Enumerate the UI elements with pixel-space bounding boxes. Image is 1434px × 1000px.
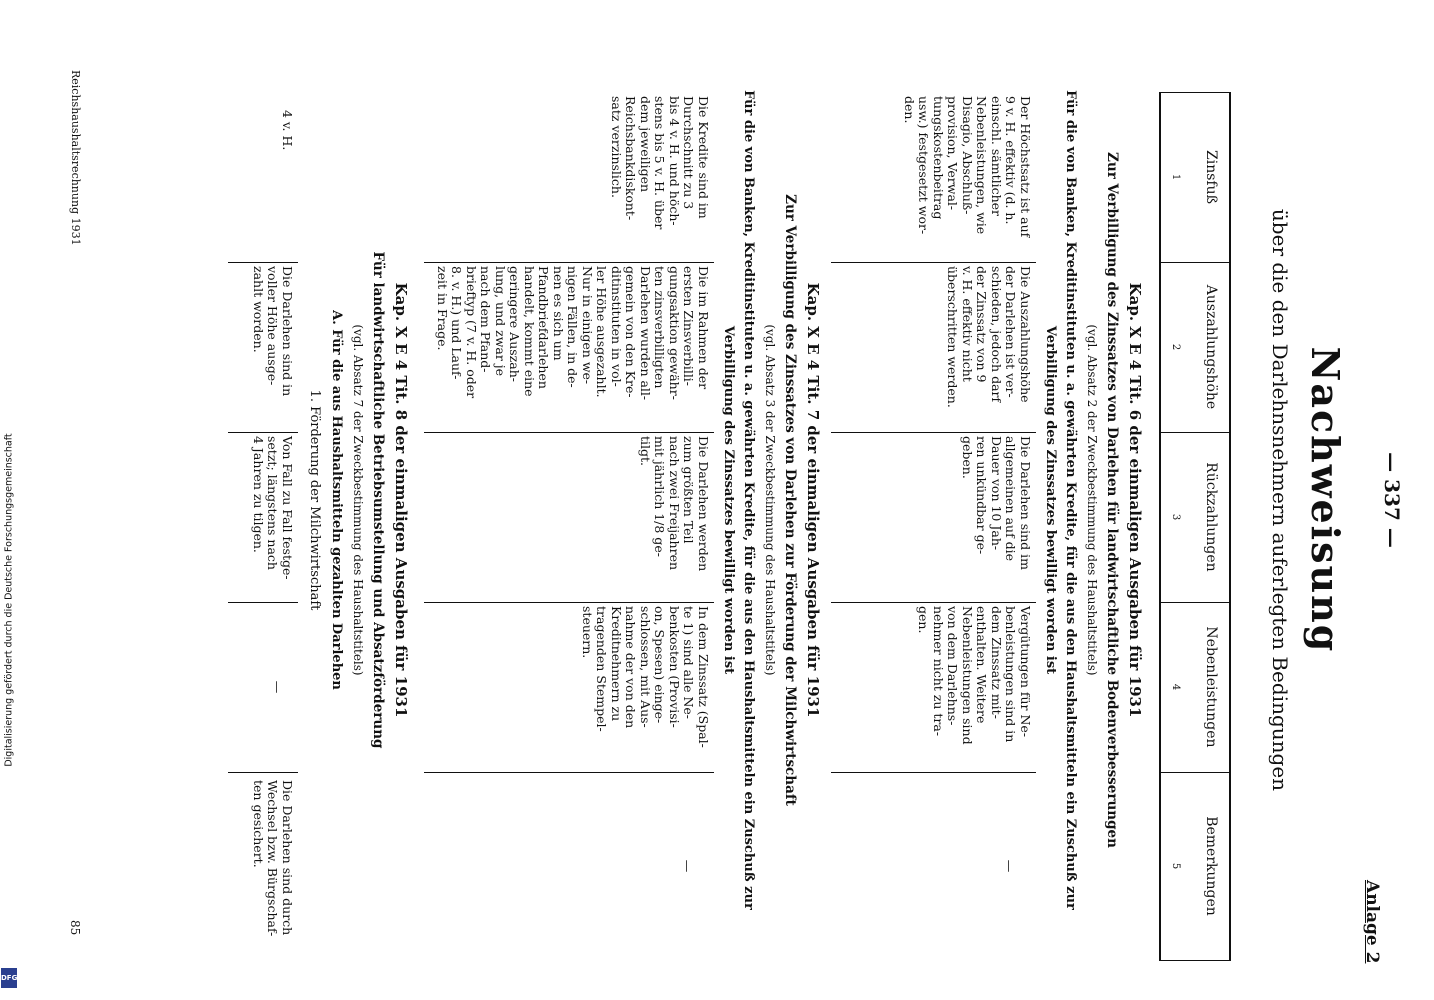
section-heading: Kap. X E 4 Tit. 8 der einmaligen Ausgaben für 1931: [392, 282, 410, 718]
document-title: Nachweisung: [1303, 346, 1348, 654]
document-subtitle: über die den Darlehnsnehmern auferlegten Bedingungen: [1268, 208, 1292, 792]
watermark-strip: [0, 0, 18, 1000]
column-number: 2: [1170, 343, 1181, 351]
section-subheading: Für landwirtschaftliche Betriebsumstellung und Absatzförderung: [370, 251, 386, 749]
cell-rueckzahlungen: Die Darlehen werden zum größten Teil nach zwei Freijahren mit jährlich 1/8 ge- tilgt.: [638, 436, 711, 572]
column-header-auszahlungshoehe: Auszahlungshöhe: [1203, 284, 1219, 410]
dfg-logo: DFG: [1, 968, 17, 988]
cell-zinsfuss: 4 v. H.: [280, 110, 295, 151]
cell-nebenleistungen: —: [270, 680, 285, 694]
cell-auszahlungshoehe: Die Darlehen sind in voller Höhe ausge- zahlt worden.: [251, 266, 295, 397]
annex-label: Anlage 2: [1362, 880, 1382, 964]
section-scope-continued: Verbilligung des Zinssatzes bewilligt worden ist: [1043, 325, 1058, 675]
section-subsection: 1. Förderung der Milchwirtschaft: [307, 389, 322, 611]
section-scope: A. Für die aus Haushaltsmitteln gezahlten Darlehen: [329, 310, 344, 690]
section-heading: Kap. X E 4 Tit. 6 der einmaligen Ausgaben für 1931: [1126, 282, 1144, 718]
section-subheading: Zur Verbilligung des Zinssatzes von Darlehen für landwirtschaftliche Bodenverbesserungen: [1104, 152, 1120, 848]
column-header-nebenleistungen: Nebenleistungen: [1203, 626, 1219, 748]
section-scope: Für die von Banken, Kreditinstituten u. a. gewährten Kredite, für die aus den Haushaltsmitteln ein Zuschuß zur: [741, 90, 756, 910]
cell-bemerkungen: —: [680, 859, 695, 873]
footer-source: Reichshaushaltsrechnung 1931: [69, 70, 82, 246]
section-scope-continued: Verbilligung des Zinssatzes bewilligt worden ist: [721, 325, 736, 675]
column-header-zinsfuss: Zinsfuß: [1203, 150, 1219, 204]
section-subheading: Zur Verbilligung des Zinssatzes von Darlehen zur Förderung der Milchwirtschaft: [782, 194, 798, 806]
column-number: 4: [1170, 683, 1181, 691]
cell-rueckzahlungen: Von Fall zu Fall festge- setzt; längstens nach 4 Jahren zu tilgen.: [251, 436, 295, 580]
column-header-bemerkungen: Bemerkungen: [1203, 816, 1219, 916]
section-scope: Für die von Banken, Kreditinstituten u. a. gewährten Kredite, für die aus den Haushaltsmitteln ein Zuschuß zur: [1063, 90, 1078, 910]
column-header-rueckzahlungen: Rückzahlungen: [1203, 462, 1219, 572]
cell-zinsfuss: Die Kredite sind im Durchschnitt zu 3 bis 4 v. H. und höch- stens bis 5 v. H. über dem jeweiligen Reichsbankdiskont- satz verzinslich.: [609, 96, 711, 230]
column-number: 3: [1170, 513, 1181, 521]
column-number: 5: [1170, 862, 1181, 870]
cell-nebenleistungen: Vergütungen für Ne- benleistungen sind in dem Zinssatz mit- enthalten. Weitere Nebenleistungen sind von dem Darlehns- nehmer nicht zu tra- gen.: [916, 606, 1033, 745]
column-number: 1: [1170, 173, 1181, 181]
cell-bemerkungen: —: [1002, 859, 1017, 873]
footer-page-number: 85: [68, 920, 82, 936]
cell-zinsfuss: Der Höchstsatz ist auf 9 v. H. effektiv (d. h. einschl. sämtlicher Nebenleistungen, wie Disagio, Abschluß- provision, Verwal- tungskostenbeitrag usw.) festgesetzt wor- den.: [902, 96, 1033, 238]
section-heading: Kap. X E 4 Tit. 7 der einmaligen Ausgaben für 1931: [804, 282, 822, 718]
digitisation-notice: Digitalisierung gefördert durch die Deutsche Forschungsgemeinschaft: [3, 433, 15, 767]
cell-nebenleistungen: In dem Zinssatz (Spal- te 1) sind alle Ne- benkosten (Provisi- on, Spesen) einge- schlossen, mit Aus- nahme der von den Kreditnehmern zu tragenden Stempel- steuern.: [580, 606, 711, 748]
section-reference: (vgl. Absatz 3 der Zweckbestimmung des Haushaltstitels): [763, 324, 777, 676]
cell-auszahlungshoehe: Die im Rahmen der ersten Zinsverbilli- gungsaktion gewähr- ten zinsverbilligten Darlehen wurden all- gemein von den Kre- ditinstituten in vol- ler Höhe ausgezahlt. Nur in einigen we- nigen Fällen, in de- nen es sich um Pfandbriefdarlehen handelt, kommt eine geringere Auszah- lung, und zwar je nach dem Pfand- brieftyp (7 v. H. oder 8. v. H.) und Lauf- zeit in Frage.: [435, 266, 711, 401]
cell-auszahlungshoehe: Die Auszahlungshöhe der Darlehen ist ver- schieden, jedoch darf der Zinssatz von 9 v. H. effektiv nicht überschritten werden.: [945, 266, 1033, 408]
cell-bemerkungen: Die Darlehen sind durch Wechsel bzw. Bürgschaf- ten gesichert.: [251, 780, 295, 937]
section-reference: (vgl. Absatz 7 der Zweckbestimmung des Haushaltstitels): [351, 324, 365, 676]
cell-rueckzahlungen: Die Darlehen sind im allgemeinen auf die Dauer von 10 Jah- ren unkündbar ge- geben.: [960, 436, 1033, 570]
page-number: — 337 —: [1380, 452, 1404, 548]
section-reference: (vgl. Absatz 2 der Zweckbestimmung des Haushaltstitels): [1085, 324, 1099, 676]
